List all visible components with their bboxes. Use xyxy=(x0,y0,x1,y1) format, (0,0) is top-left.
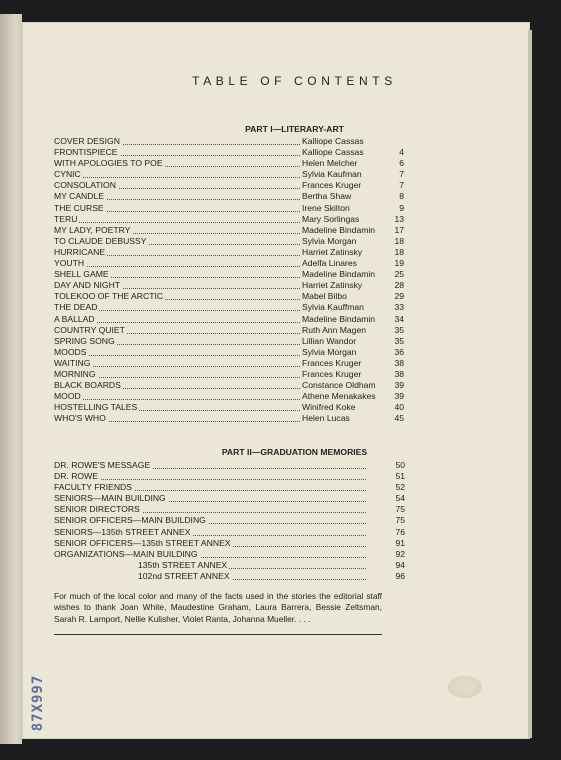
entry-page: 52 xyxy=(395,482,405,493)
embossed-seal xyxy=(448,676,482,698)
entry-page: 13 xyxy=(394,213,404,224)
entry-author: Winifred Koke xyxy=(302,402,356,413)
dot-leader xyxy=(56,266,300,267)
toc-entry xyxy=(54,526,405,538)
toc-entry xyxy=(54,202,404,214)
entry-page: 91 xyxy=(395,537,405,548)
toc-entry xyxy=(54,482,405,493)
entry-author: Helen Lucas xyxy=(302,413,350,424)
entry-page: 75 xyxy=(395,504,405,515)
entry-title: TOLEKOO OF THE ARCTIC xyxy=(54,291,164,302)
entry-page: 92 xyxy=(395,548,405,559)
entry-author: Frances Kruger xyxy=(302,180,362,191)
entry-page: 9 xyxy=(399,202,404,213)
entry-title: 102nd STREET ANNEX xyxy=(138,570,230,581)
part2-heading: PART II—GRADUATION MEMORIES xyxy=(221,447,368,457)
accession-stamp xyxy=(30,664,46,742)
entry-author: Madeline Bindamin xyxy=(302,313,376,324)
toc-entry xyxy=(54,504,405,515)
entry-page: 6 xyxy=(399,158,404,169)
toc-entry xyxy=(54,224,404,236)
toc-entry xyxy=(54,291,404,302)
entry-author: Athene Menakakes xyxy=(302,391,376,402)
toc-entry xyxy=(54,357,404,369)
entry-page: 18 xyxy=(394,235,404,246)
entry-title: SENIOR OFFICERS—MAIN BUILDING xyxy=(54,515,206,526)
entry-page: 38 xyxy=(394,357,404,368)
toc-entry xyxy=(54,570,405,582)
entry-page: 35 xyxy=(394,335,404,346)
entry-title: WHO'S WHO xyxy=(54,413,106,424)
entry-author: Madeline Bindamin xyxy=(302,269,376,280)
entry-page: 18 xyxy=(394,246,404,257)
entry-page: 7 xyxy=(399,169,404,180)
entry-title: BLACK BOARDS xyxy=(54,380,121,391)
entry-title: MY LADY, POETRY xyxy=(54,224,131,235)
toc-entry xyxy=(54,191,404,202)
toc-entry xyxy=(54,180,404,191)
acknowledgement-note: For much of the local color and many of the facts used in the stories the editorial staff wishes to thank Joan White, Maudestine Graham, Laura Barrera, Bessie Zeltsman, Sarah R. Lamport, Nellie Kulisher, Violet Ranta, Johanna Mueller. . . . xyxy=(54,591,382,624)
toc-entry xyxy=(54,335,404,347)
entry-author: Kalliope Cassas xyxy=(302,136,364,146)
entry-author: Sylvia Kaufman xyxy=(302,169,362,180)
entry-author: Kalliope Cassas xyxy=(302,147,364,158)
entry-page: 39 xyxy=(394,391,404,402)
toc-entry xyxy=(54,493,405,504)
entry-author: Adelfa Linares xyxy=(302,258,357,269)
entry-author: Ruth Ann Magen xyxy=(302,324,367,335)
toc-entry xyxy=(54,169,404,180)
entry-page: 39 xyxy=(394,380,404,391)
entry-title: HURRICANE xyxy=(54,246,106,257)
entry-author: Bertha Shaw xyxy=(302,191,352,202)
entry-title: YOUTH xyxy=(54,258,85,269)
entry-page: 36 xyxy=(394,346,404,357)
toc-entry xyxy=(54,548,405,560)
dot-leader xyxy=(56,479,366,480)
toc-entry xyxy=(54,537,405,549)
entry-author: Frances Kruger xyxy=(302,368,362,379)
toc-entry xyxy=(54,515,405,526)
entry-author: Frances Kruger xyxy=(302,357,362,368)
toc-entry xyxy=(54,471,405,482)
entry-author: Madeline Bindamin xyxy=(302,224,376,235)
entry-title: SENIORS—135th STREET ANNEX xyxy=(54,526,191,537)
entry-title: THE CURSE xyxy=(54,202,104,213)
stamp-number: 87X997 xyxy=(30,674,46,732)
toc-entry xyxy=(54,302,404,313)
toc-entry xyxy=(54,158,404,169)
entry-title: THE DEAD xyxy=(54,302,98,313)
entry-author: Sylvia Kauffman xyxy=(302,302,364,313)
entry-title: CONSOLATION xyxy=(54,180,116,191)
entry-title: DAY AND NIGHT xyxy=(54,280,121,291)
toc-entry xyxy=(54,213,404,225)
entry-title: SENIOR OFFICERS—135th STREET ANNEX xyxy=(54,537,231,548)
toc-entry xyxy=(54,147,404,158)
toc-entry xyxy=(54,235,404,247)
toc-entry xyxy=(54,324,404,336)
entry-page: 25 xyxy=(394,269,404,280)
entry-page: 29 xyxy=(394,291,404,302)
entry-page: 94 xyxy=(395,559,405,570)
dot-leader xyxy=(56,177,300,178)
dot-leader xyxy=(56,366,300,367)
entry-author: Constance Oldham xyxy=(302,380,376,391)
entry-title: FRONTISPIECE xyxy=(54,147,118,158)
part1-toc xyxy=(54,136,404,424)
toc-entry xyxy=(54,246,404,258)
part2-toc xyxy=(54,460,405,582)
toc-entry xyxy=(54,559,405,571)
entry-page: 50 xyxy=(395,460,405,470)
toc-entry xyxy=(54,368,404,380)
entry-title: MY CANDLE xyxy=(54,191,104,202)
toc-entry xyxy=(54,313,404,325)
dot-leader xyxy=(56,222,300,223)
entry-page: 17 xyxy=(394,224,404,235)
entry-page: 8 xyxy=(399,191,404,202)
toc-entry xyxy=(54,269,404,280)
entry-title: TO CLAUDE DEBUSSY xyxy=(54,235,147,246)
page-edge xyxy=(528,30,532,738)
entry-author: Irene Skilton xyxy=(302,202,350,213)
entry-page: 35 xyxy=(394,324,404,335)
toc-entry xyxy=(54,402,404,413)
entry-title: ORGANIZATIONS—MAIN BUILDING xyxy=(54,548,198,559)
toc-entry xyxy=(54,280,404,291)
entry-author: Sylvia Morgan xyxy=(302,235,357,246)
toc-entry xyxy=(54,391,404,402)
entry-title: MORNING xyxy=(54,368,96,379)
entry-title: CYNIC xyxy=(54,169,81,180)
entry-title: MOOD xyxy=(54,391,81,402)
entry-page: 19 xyxy=(394,258,404,269)
entry-author: Lillian Wandor xyxy=(302,335,357,346)
toc-entry xyxy=(54,413,404,424)
toc-entry xyxy=(54,136,384,147)
entry-title: SENIORS—MAIN BUILDING xyxy=(54,493,166,504)
entry-title: A BALLAD xyxy=(54,313,95,324)
entry-page: 33 xyxy=(394,302,404,313)
entry-title: SPRING SONG xyxy=(54,335,115,346)
entry-title: MOODS xyxy=(54,346,87,357)
dot-leader xyxy=(56,399,300,400)
entry-page: 45 xyxy=(394,413,404,424)
entry-author: Mary Sorlingas xyxy=(302,213,360,224)
toc-entry xyxy=(54,258,404,269)
entry-author: Sylvia Morgan xyxy=(302,346,357,357)
entry-title: SHELL GAME xyxy=(54,269,109,280)
entry-title: DR. ROWE'S MESSAGE xyxy=(54,460,151,470)
entry-title: TERU xyxy=(54,213,78,224)
entry-title: DR. ROWE xyxy=(54,471,98,482)
entry-author: Helen Melcher xyxy=(302,158,358,169)
entry-page: 96 xyxy=(395,570,405,581)
entry-page: 51 xyxy=(395,471,405,482)
toc-entry xyxy=(54,346,404,358)
entry-title: WITH APOLOGIES TO POE xyxy=(54,158,163,169)
entry-page: 4 xyxy=(399,147,404,158)
entry-author: Harriet Zatinsky xyxy=(302,280,363,291)
entry-page: 38 xyxy=(394,368,404,379)
entry-title: WAITING xyxy=(54,357,91,368)
entry-title: 135th STREET ANNEX xyxy=(138,559,228,570)
entry-page: 75 xyxy=(395,515,405,526)
entry-page: 76 xyxy=(395,526,405,537)
entry-title: FACULTY FRIENDS xyxy=(54,482,132,493)
part1-heading: PART I—LITERARY-ART xyxy=(245,124,344,134)
entry-page: 34 xyxy=(394,313,404,324)
entry-title: COUNTRY QUIET xyxy=(54,324,125,335)
toc-entry xyxy=(54,460,405,471)
entry-page: 54 xyxy=(395,493,405,504)
page-title: TABLE OF CONTENTS xyxy=(192,74,397,88)
entry-page: 7 xyxy=(399,180,404,191)
entry-author: Harriet Zatinsky xyxy=(302,246,363,257)
dot-leader xyxy=(56,355,300,356)
divider-rule xyxy=(54,634,382,635)
entry-author: Mabel Bilbo xyxy=(302,291,347,302)
entry-page: 28 xyxy=(394,280,404,291)
entry-title: COVER DESIGN xyxy=(54,136,120,146)
entry-title: HOSTELLING TALES xyxy=(54,402,138,413)
toc-entry xyxy=(54,380,404,391)
entry-page: 40 xyxy=(394,402,404,413)
entry-title: SENIOR DIRECTORS xyxy=(54,504,140,515)
